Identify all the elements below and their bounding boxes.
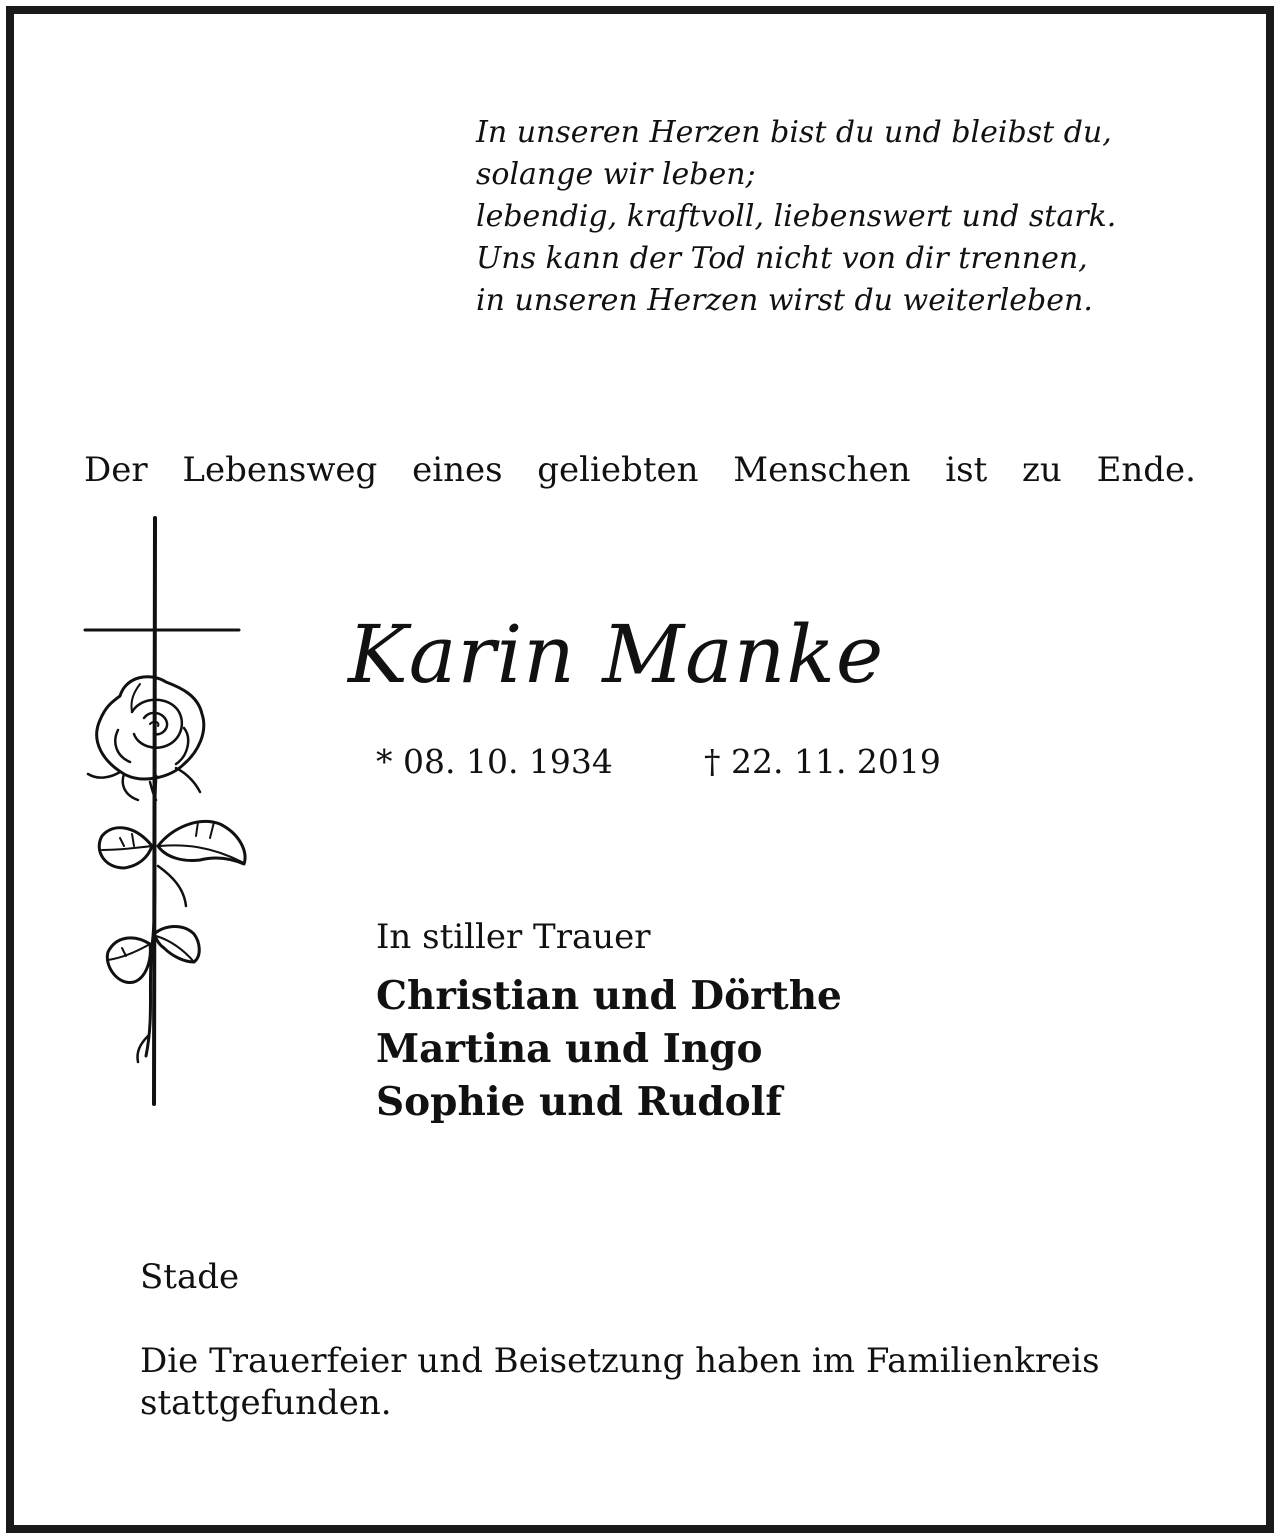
birth-date: * 08. 10. 1934 xyxy=(376,742,613,781)
poem-line: In unseren Herzen bist du und bleibst du, xyxy=(476,115,1112,150)
poem-line: in unseren Herzen wirst du weiterleben. xyxy=(476,283,1093,318)
mourner-name: Sophie und Rudolf xyxy=(376,1079,783,1125)
poem-line: Uns kann der Tod nicht von dir trennen, xyxy=(476,241,1088,276)
deceased-name: Karin Manke xyxy=(348,608,885,701)
place: Stade xyxy=(140,1257,240,1297)
cross-with-rose-icon xyxy=(80,516,260,1108)
intro-text: Der Lebensweg eines geliebten Menschen ist zu Ende. xyxy=(84,450,1196,490)
poem-line: solange wir leben; xyxy=(476,157,756,192)
poem-line: lebendig, kraftvoll, liebenswert und stark. xyxy=(476,199,1117,234)
mourning-label: In stiller Trauer xyxy=(376,917,651,957)
mourner-name: Christian und Dörthe xyxy=(376,973,842,1019)
mourner-name: Martina und Ingo xyxy=(376,1026,763,1072)
funeral-notice: Die Trauerfeier und Beisetzung haben im Familienkreis stattgefunden. xyxy=(140,1341,1100,1423)
mourner-list xyxy=(376,970,842,1129)
poem xyxy=(476,112,1236,322)
death-date: † 22. 11. 2019 xyxy=(704,742,941,781)
